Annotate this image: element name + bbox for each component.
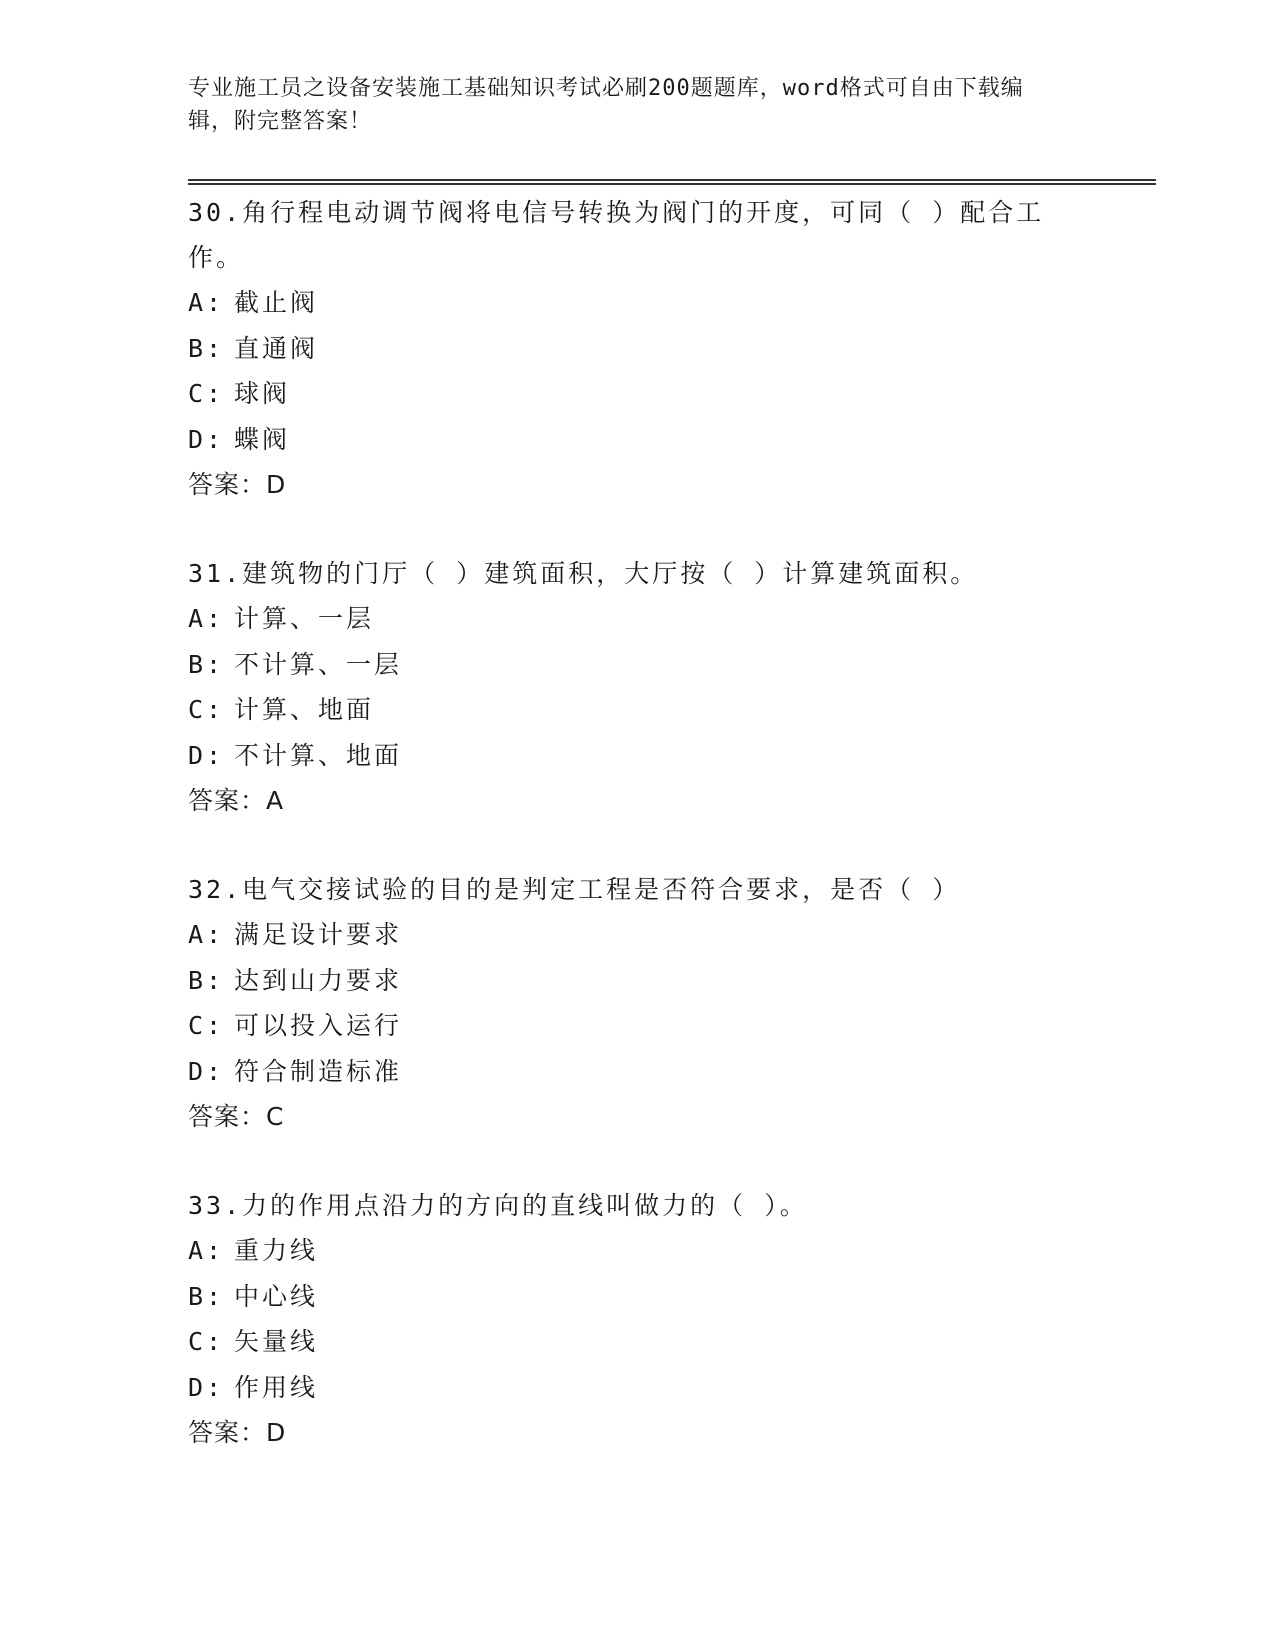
answer-line: 答案：D [188, 470, 287, 499]
option-d [188, 1049, 1088, 1095]
option-letter: C: [188, 695, 225, 724]
option-letter: C: [188, 1011, 225, 1040]
option-letter: B: [188, 333, 225, 363]
header-divider [188, 179, 1156, 185]
option-a [188, 912, 1088, 958]
option-text: 蝶阀 [234, 424, 291, 454]
option-letter: A: [188, 920, 225, 949]
option-text: 不计算、一层 [234, 649, 403, 679]
option-b [188, 326, 1088, 372]
option-text: 达到山力要求 [234, 965, 403, 995]
option-letter: A: [188, 288, 225, 317]
answer-line: 答案：A [188, 786, 285, 815]
option-text: 截止阀 [234, 288, 319, 317]
question-stem: 30.角行程电动调节阀将电信号转换为阀门的开度，可同（ ）配合工作。 [188, 198, 1045, 272]
option-text: 不计算、地面 [234, 740, 403, 770]
option-letter: B: [188, 1281, 225, 1311]
option-d [188, 417, 1088, 463]
answer-line: 答案：D [188, 1418, 287, 1447]
option-c [188, 1319, 1088, 1365]
option-c [188, 687, 1088, 733]
document-header: 专业施工员之设备安装施工基础知识考试必刷200题题库，word格式可自由下载编辑，附完整答案！ [188, 76, 1024, 134]
option-letter: D: [188, 1372, 225, 1402]
option-text: 可以投入运行 [234, 1011, 403, 1040]
question-33 [188, 1183, 1088, 1455]
option-b [188, 958, 1088, 1004]
option-text: 中心线 [234, 1281, 319, 1311]
option-d [188, 1365, 1088, 1411]
option-letter: D: [188, 424, 225, 454]
question-stem: 33.力的作用点沿力的方向的直线叫做力的（ ）。 [188, 1191, 808, 1220]
question-30 [188, 190, 1088, 507]
option-c [188, 1003, 1088, 1049]
option-c [188, 371, 1088, 417]
option-text: 满足设计要求 [234, 920, 403, 949]
option-a [188, 280, 1088, 326]
answer-line: 答案：C [188, 1102, 285, 1131]
option-letter: C: [188, 379, 225, 408]
option-text: 矢量线 [234, 1327, 319, 1356]
option-text: 计算、地面 [234, 695, 375, 724]
option-b [188, 642, 1088, 688]
option-letter: A: [188, 604, 225, 633]
question-stem: 31.建筑物的门厅（ ）建筑面积，大厅按（ ）计算建筑面积。 [188, 559, 979, 588]
option-text: 符合制造标准 [234, 1056, 403, 1086]
option-letter: D: [188, 740, 225, 770]
question-32 [188, 867, 1088, 1139]
question-stem: 32.电气交接试验的目的是判定工程是否符合要求，是否（ ） [188, 875, 961, 904]
option-letter: A: [188, 1236, 225, 1265]
option-d [188, 733, 1088, 779]
question-list [188, 190, 1088, 1499]
option-letter: B: [188, 965, 225, 995]
option-letter: B: [188, 649, 225, 679]
option-text: 直通阀 [234, 333, 319, 363]
option-text: 作用线 [234, 1372, 319, 1402]
option-letter: C: [188, 1327, 225, 1356]
option-text: 球阀 [234, 379, 291, 408]
option-a [188, 596, 1088, 642]
question-31 [188, 551, 1088, 823]
option-text: 重力线 [234, 1236, 319, 1265]
option-text: 计算、一层 [234, 604, 375, 633]
option-letter: D: [188, 1056, 225, 1086]
option-b [188, 1274, 1088, 1320]
option-a [188, 1228, 1088, 1274]
